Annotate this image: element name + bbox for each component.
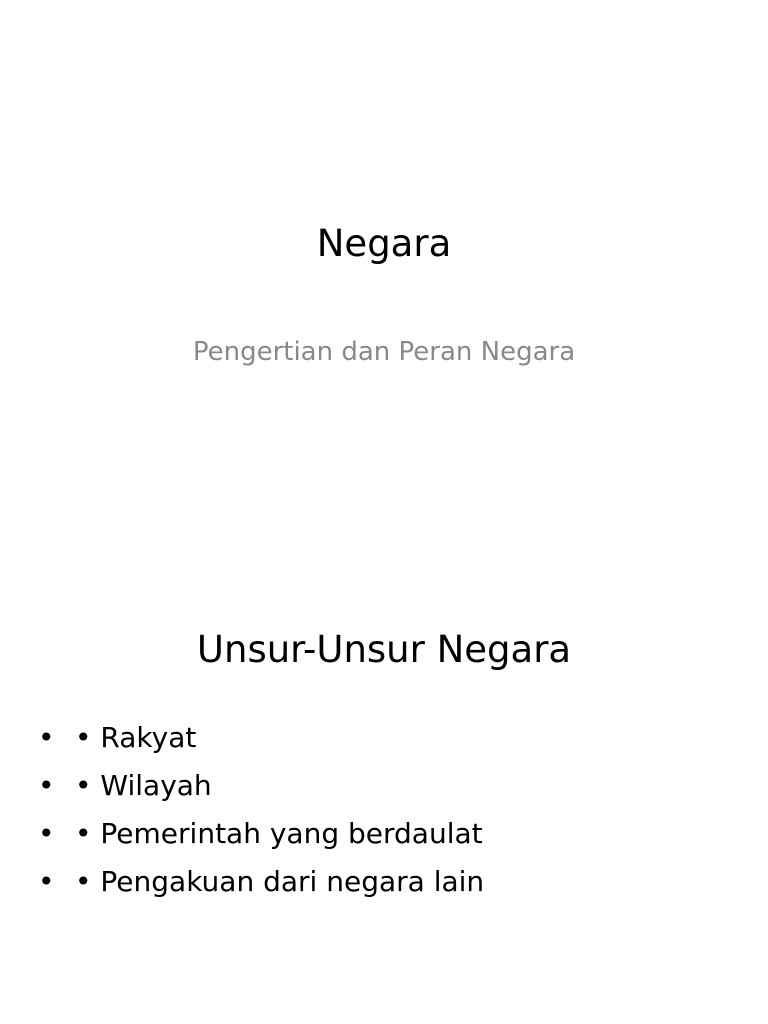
slide-title: Negara bbox=[316, 222, 452, 265]
bullet-icon: • bbox=[38, 817, 55, 850]
list-item bbox=[38, 714, 738, 762]
list-item bbox=[38, 762, 738, 810]
bullet-icon: • bbox=[38, 721, 55, 754]
list-item-text: • Wilayah bbox=[75, 769, 212, 802]
slide-subtitle: Pengertian dan Peran Negara bbox=[192, 337, 576, 367]
list-item bbox=[38, 858, 738, 906]
bullet-list bbox=[38, 714, 738, 906]
list-item-text: • Rakyat bbox=[75, 721, 197, 754]
bullet-icon: • bbox=[38, 865, 55, 898]
list-item-text: • Pemerintah yang berdaulat bbox=[75, 817, 483, 850]
bullet-icon: • bbox=[38, 769, 55, 802]
content-slide bbox=[0, 512, 768, 1024]
list-item bbox=[38, 810, 738, 858]
list-item-text: • Pengakuan dari negara lain bbox=[75, 865, 485, 898]
slide-heading: Unsur-Unsur Negara bbox=[196, 628, 572, 671]
